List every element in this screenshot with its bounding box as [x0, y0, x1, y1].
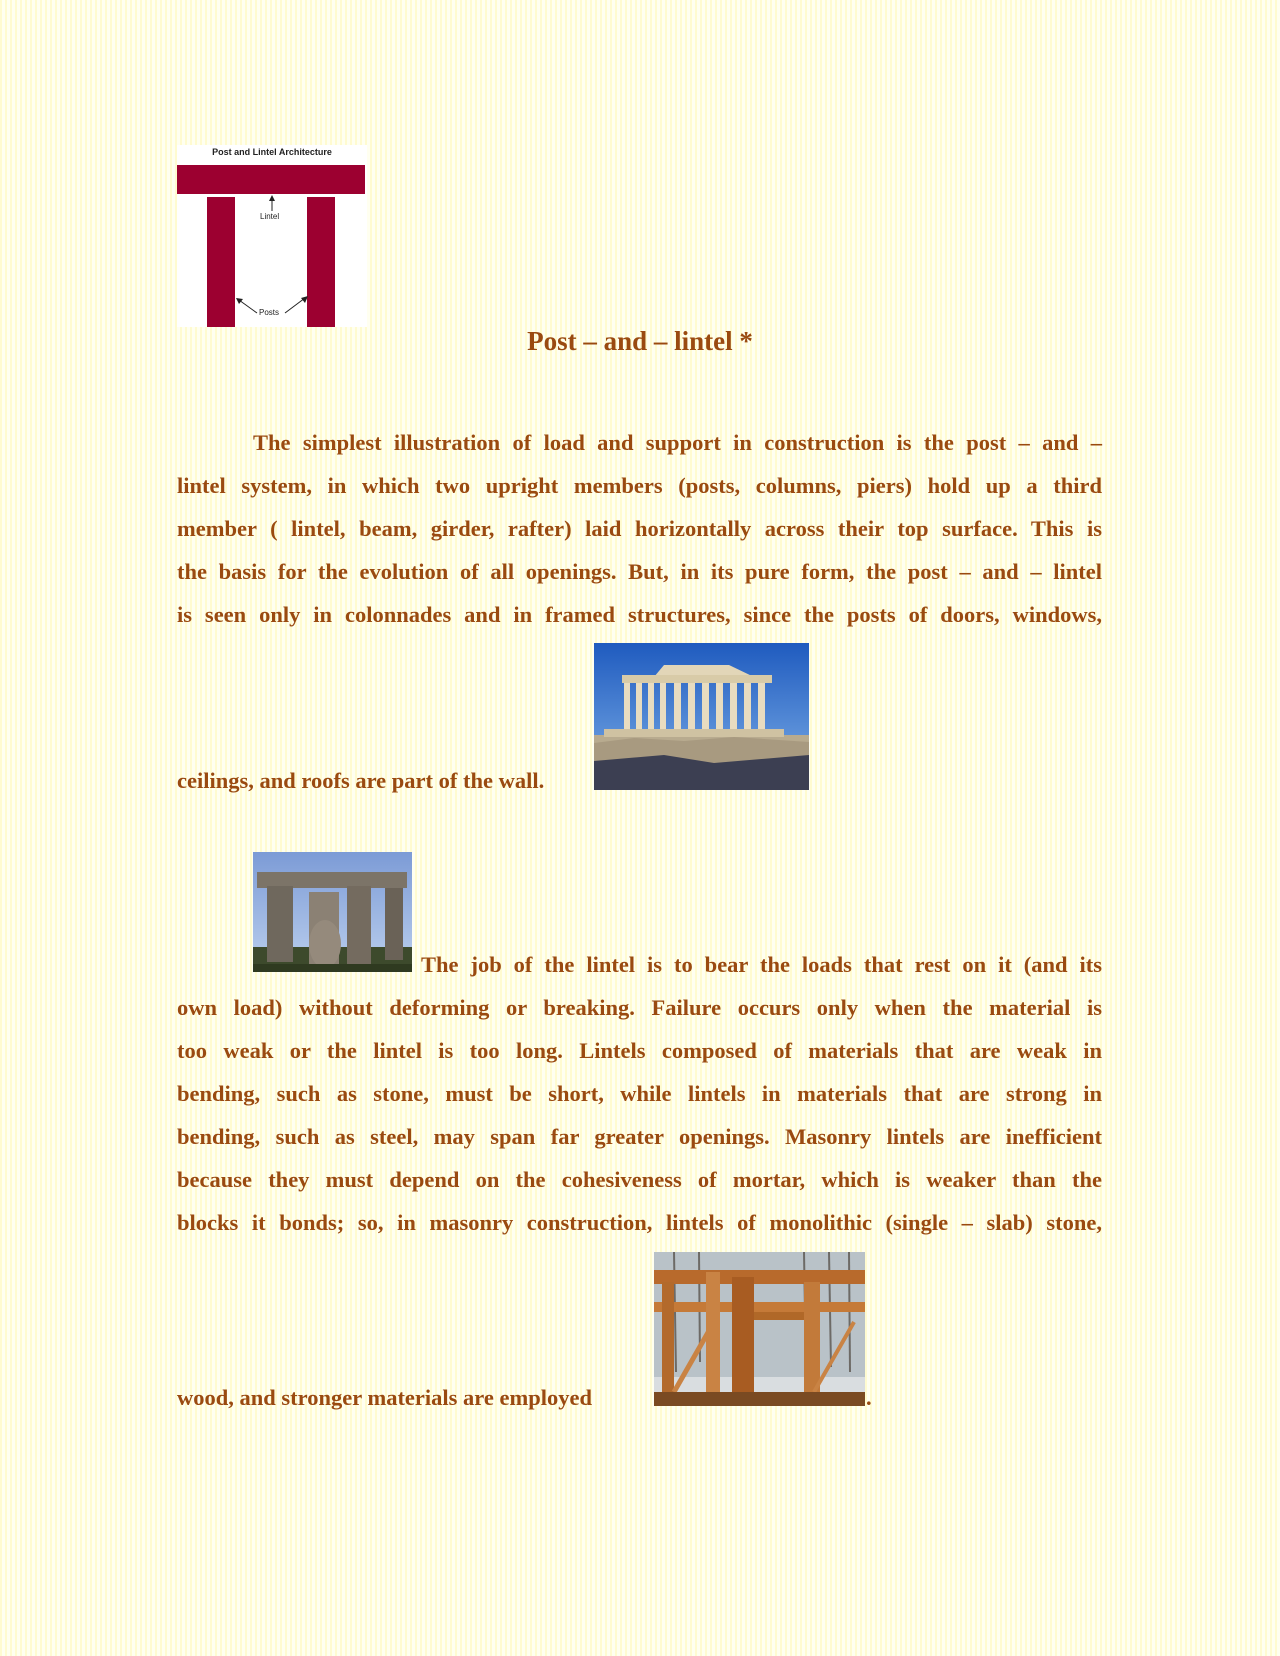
timber-frame-photo	[654, 1252, 865, 1406]
paragraph-2-first-line: The job of the lintel is to bear the loads that rest on it (and its	[421, 952, 1102, 977]
paragraph-1-line-1: The simplest illustration of load and support in construction is the post – and –	[253, 430, 1102, 455]
paragraph-1-line-2: lintel system, in which two upright members (posts, columns, piers) hold up a third	[177, 473, 1102, 498]
paragraph-2-line-6: because they must depend on the cohesiveness of mortar, which is weaker than the	[177, 1167, 1102, 1192]
diagram-lintel-label: Lintel	[260, 212, 280, 221]
page-title: Post – and – lintel *	[527, 326, 753, 356]
diagram-posts-label: Posts	[259, 308, 280, 317]
paragraph-2-last-line: wood, and stronger materials are employed	[177, 1385, 592, 1410]
paragraph-2-line-3: too weak or the lintel is too long. Lintels composed of materials that are weak in	[177, 1038, 1102, 1063]
paragraph-2-end-mark: .	[866, 1385, 872, 1410]
paragraph-2-line-5: bending, such as steel, may span far greater openings. Masonry lintels are inefficient	[177, 1124, 1102, 1149]
paragraph-2-line-4: bending, such as stone, must be short, while lintels in materials that are strong in	[177, 1081, 1102, 1106]
paragraph-1-line-5: is seen only in colonnades and in framed structures, since the posts of doors, windows,	[177, 602, 1102, 627]
paragraph-1-line-3: member ( lintel, beam, girder, rafter) laid horizontally across their top surface. This is	[177, 516, 1102, 541]
parthenon-photo	[594, 643, 809, 790]
post-lintel-diagram	[177, 145, 367, 327]
paragraph-1-last-line: ceilings, and roofs are part of the wall.	[177, 768, 545, 793]
paragraph-2-line-7: blocks it bonds; so, in masonry construction, lintels of monolithic (single – slab) stone,	[177, 1210, 1102, 1235]
paragraph-2-line-2: own load) without deforming or breaking. Failure occurs only when the material is	[177, 995, 1102, 1020]
stonehenge-photo	[253, 852, 412, 972]
diagram-title: Post and Lintel Architecture	[212, 147, 332, 157]
diagram-arrows-icon	[177, 145, 367, 327]
paragraph-1-line-4: the basis for the evolution of all openings. But, in its pure form, the post – and – lintel	[177, 559, 1102, 584]
